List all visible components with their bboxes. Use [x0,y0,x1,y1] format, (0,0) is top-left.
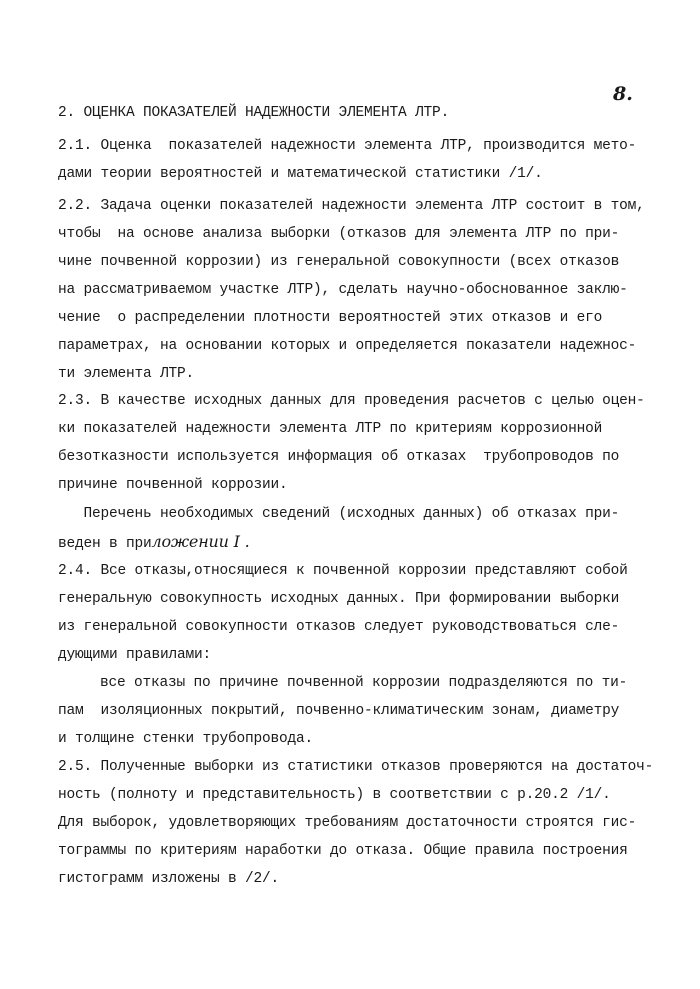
text-line: генеральную совокупность исходных данных. При формировании выборки [58,591,620,607]
text-line: и толщине стенки трубопровода. [58,731,314,747]
section-heading: 2. ОЦЕНКА ПОКАЗАТЕЛЕЙ НАДЕЖНОСТИ ЭЛЕМЕНТА ЛТР. [58,105,450,121]
text-fragment: веден в при [58,536,152,552]
text-line: на рассматриваемом участке ЛТР), сделать научно-обоснованное заклю- [58,282,628,298]
text-line: Для выборок, удовлетворяющих требованиям достаточности строятся гис- [58,815,637,831]
text-line: безотказности используется информация об отказах трубопроводов по [58,449,620,465]
text-line: параметрах, на основании которых и определяется показатели надежнос- [58,338,637,354]
text-line: гистограмм изложены в /2/. [58,871,280,887]
text-line: чине почвенной коррозии) из генеральной совокупности (всех отказов [58,254,620,270]
text-line: 2.2. Задача оценки показателей надежности элемента ЛТР состоит в том, [58,198,645,214]
text-line: ки показателей надежности элемента ЛТР по критериям коррозионной [58,421,603,437]
text-line: 2.4. Все отказы,относящиеся к почвенной коррозии представляют собой [58,563,628,579]
text-line: все отказы по причине почвенной коррозии подразделяются по ти- [100,675,628,691]
text-line: ность (полноту и представительность) в соответствии с р.20.2 /1/. [58,787,611,803]
text-line: 2.3. В качестве исходных данных для проведения расчетов с целью оцен- [58,393,645,409]
text-line: причине почвенной коррозии. [58,477,288,493]
text-line: дами теории вероятностей и математической статистики /1/. [58,166,543,182]
text-line: тограммы по критериям наработки до отказа. Общие правила построения [58,843,628,859]
text-line: 2.1. Оценка показателей надежности элемента ЛТР, производится мето- [58,138,637,154]
text-line: Перечень необходимых сведений (исходных данных) об отказах при- [58,506,620,522]
text-line: чтобы на основе анализа выборки (отказов для элемента ЛТР по при- [58,226,620,242]
page-number: 8. [613,83,633,105]
text-line: пам изоляционных покрытий, почвенно-климатическим зонам, диаметру [58,703,620,719]
text-line [58,532,250,554]
text-line: 2.5. Полученные выборки из статистики отказов проверяются на достаточ- [58,759,654,775]
text-line: чение о распределении плотности вероятностей этих отказов и его [58,310,603,326]
text-line: из генеральной совокупности отказов следует руководствоваться сле- [58,619,620,635]
handwritten-insert: ложении I . [151,532,250,551]
text-line: ти элемента ЛТР. [58,366,195,382]
text-line: дующими правилами: [58,647,212,663]
